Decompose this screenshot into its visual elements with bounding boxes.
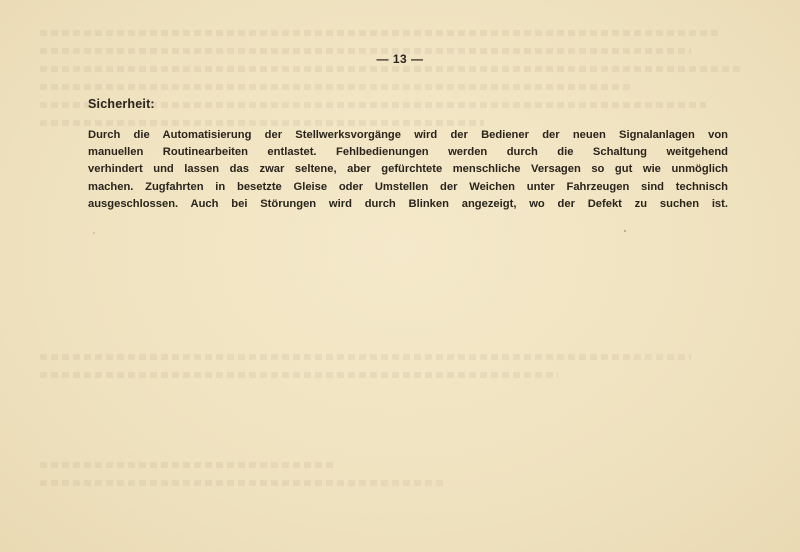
- page-number: — 13 —: [376, 52, 424, 66]
- paper-speck: [624, 230, 626, 232]
- paragraph-line: manuellen Routinearbeiten entlastet. Fehlbedienungen werden durch die Schaltung weitgehend: [88, 146, 728, 159]
- paragraph-line: ausgeschlossen. Auch bei Störungen wird durch Blinken angezeigt, wo der Defekt zu suchen ist.: [88, 197, 728, 210]
- paragraph-line: verhindert und lassen das zwar seltene, aber gefürchtete menschliche Versagen so gut wie unmöglich: [88, 163, 728, 176]
- paragraph-line: Durch die Automatisierung der Stellwerksvorgänge wird der Bediener der neuen Signalanlagen von: [88, 129, 728, 141]
- paragraph-line: machen. Zugfahrten in besetzte Gleise oder Umstellen der Weichen unter Fahrzeugen sind technisch: [88, 180, 728, 193]
- section-heading: Sicherheit:: [88, 97, 155, 111]
- paper-speck: [93, 232, 95, 234]
- body-paragraph: [88, 127, 728, 213]
